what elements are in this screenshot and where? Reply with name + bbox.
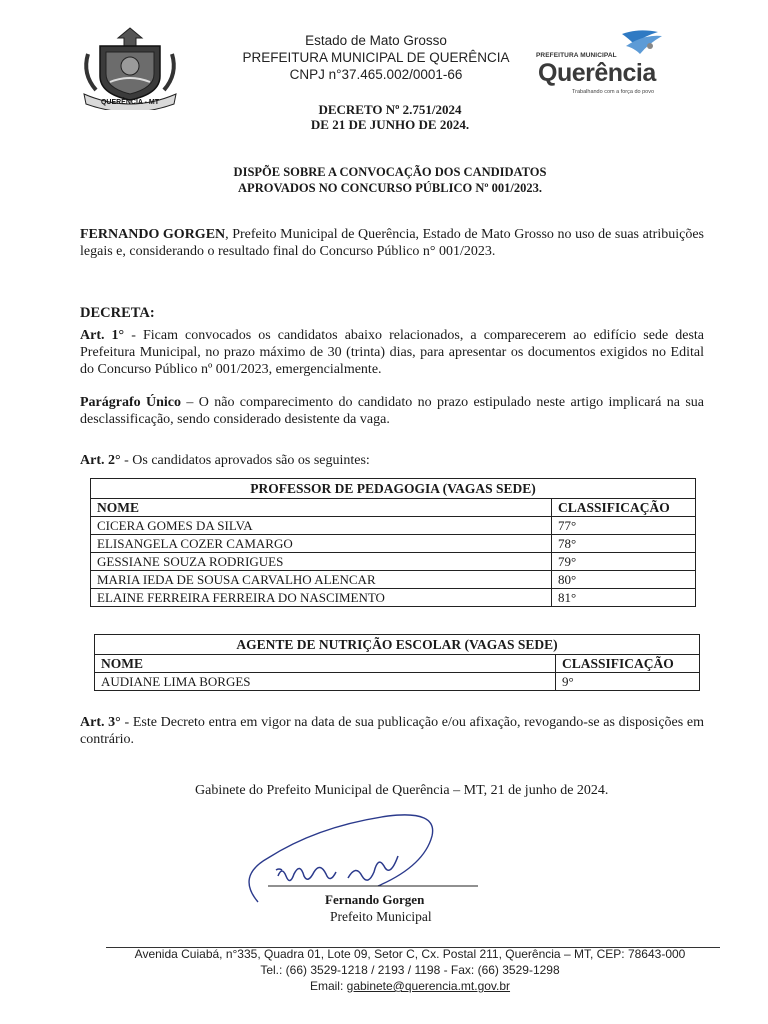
decreta-heading: DECRETA: (80, 305, 155, 321)
article-3-text: - Este Decreto entra em vigor na data de sua publicação e/ou afixação, revogando-se as disposições em contrário. (80, 715, 704, 747)
article-2-text: - Os candidatos aprovados são os seguintes: (120, 453, 370, 468)
table-row (91, 553, 696, 571)
table-title-row (95, 635, 700, 655)
candidates-table-nutricao (94, 634, 700, 691)
candidate-rank: 9° (556, 673, 700, 691)
article-1-text: - Ficam convocados os candidatos abaixo relacionados, a comparecerem ao edifício sede desta Prefeitura Municipal, no prazo máximo de 30 (trinta) dias, para apresentar os documentos exigidos no Edital do Concurso Público nº 001/2023, emergencialmente. (80, 328, 704, 377)
logo-caption: PREFEITURA MUNICIPAL (536, 52, 617, 59)
table-title-row (91, 479, 696, 499)
candidate-rank: 81° (552, 589, 696, 607)
sole-paragraph (80, 394, 704, 428)
candidate-name: CICERA GOMES DA SILVA (91, 517, 552, 535)
table-header-row (95, 655, 700, 673)
candidate-name: MARIA IEDA DE SOUSA CARVALHO ALENCAR (91, 571, 552, 589)
crest-banner: QUERÊNCIA - MT (100, 99, 160, 106)
table-row (91, 571, 696, 589)
article-3-label: Art. 3° (80, 715, 121, 730)
footer (100, 946, 720, 994)
footer-email-label: Email: (309, 979, 347, 993)
candidates-table-pedagogia (90, 478, 696, 607)
sole-paragraph-label: Parágrafo Único (80, 395, 182, 410)
letterhead (218, 32, 534, 83)
column-header-name: NOME (95, 655, 556, 673)
table-row (91, 517, 696, 535)
candidate-name: GESSIANE SOUZA RODRIGUES (91, 553, 552, 571)
table-row (91, 589, 696, 607)
article-1-label: Art. 1° (80, 328, 125, 343)
candidate-rank: 77° (552, 517, 696, 535)
table-header-row (91, 499, 696, 517)
candidate-name: ELISANGELA COZER CAMARGO (91, 535, 552, 553)
logo-slogan: Trabalhando com a força do povo (572, 89, 655, 95)
logo-brand: Querência (538, 59, 656, 87)
prefecture-logo (534, 28, 674, 98)
municipal-coat-of-arms-icon (78, 24, 182, 110)
candidate-name: ELAINE FERREIRA FERREIRA DO NASCIMENTO (91, 589, 552, 607)
decree-number: DECRETO Nº 2.751/2024 (318, 102, 462, 117)
candidate-rank: 80° (552, 571, 696, 589)
state-name: Estado de Mato Grosso (305, 33, 447, 48)
article-3 (80, 714, 704, 748)
table-row (91, 535, 696, 553)
candidate-rank: 79° (552, 553, 696, 571)
footer-phones: Tel.: (66) 3529-1218 / 2193 / 1198 - Fax: (66) 3529-1298 (260, 963, 560, 977)
article-2-label: Art. 2° (80, 453, 121, 468)
mayor-name: FERNANDO GORGEN (80, 227, 226, 242)
intro-text: , Prefeito Municipal de Querência, Estado de Mato Grosso no uso de suas atribuições legais e, considerando o resultado final do Concurso Público n° 001/2023. (80, 227, 704, 259)
article-2 (80, 452, 704, 469)
footer-email-line (100, 978, 720, 994)
column-header-classification: CLASSIFICAÇÃO (556, 655, 700, 673)
candidate-name: AUDIANE LIMA BORGES (95, 673, 556, 691)
sole-paragraph-text: – O não comparecimento do candidato no prazo estipulado neste artigo implicará na sua desclassificação, sendo considerado desistente da vaga. (80, 395, 704, 427)
decree-title (250, 102, 530, 132)
column-header-classification: CLASSIFICAÇÃO (552, 499, 696, 517)
decree-subject (180, 164, 600, 196)
table-row (95, 673, 700, 691)
column-header-name: NOME (91, 499, 552, 517)
prefecture-name: PREFEITURA MUNICIPAL DE QUERÊNCIA (242, 50, 510, 65)
candidate-rank: 78° (552, 535, 696, 553)
article-1 (80, 327, 704, 378)
table-title: PROFESSOR DE PEDAGOGIA (VAGAS SEDE) (91, 479, 696, 499)
closing-place-date: Gabinete do Prefeito Municipal de Querência – MT, 21 de junho de 2024. (195, 783, 609, 798)
table-title: AGENTE DE NUTRIÇÃO ESCOLAR (VAGAS SEDE) (95, 635, 700, 655)
intro-paragraph (80, 226, 704, 260)
signatory-role: Prefeito Municipal (330, 909, 432, 924)
subject-line-1: DISPÕE SOBRE A CONVOCAÇÃO DOS CANDIDATOS (233, 165, 547, 179)
cnpj-number: CNPJ n°37.465.002/0001-66 (289, 67, 463, 82)
footer-address: Avenida Cuiabá, n°335, Quadra 01, Lote 09, Setor C, Cx. Postal 211, Querência – MT, CEP: 78643-000 (134, 947, 686, 961)
decree-date: DE 21 DE JUNHO DE 2024. (310, 117, 470, 132)
subject-line-2: APROVADOS NO CONCURSO PÚBLICO Nº 001/2023. (238, 181, 542, 195)
footer-email-link[interactable]: gabinete@querencia.mt.gov.br (346, 979, 511, 993)
signatory-name: Fernando Gorgen (325, 892, 425, 907)
